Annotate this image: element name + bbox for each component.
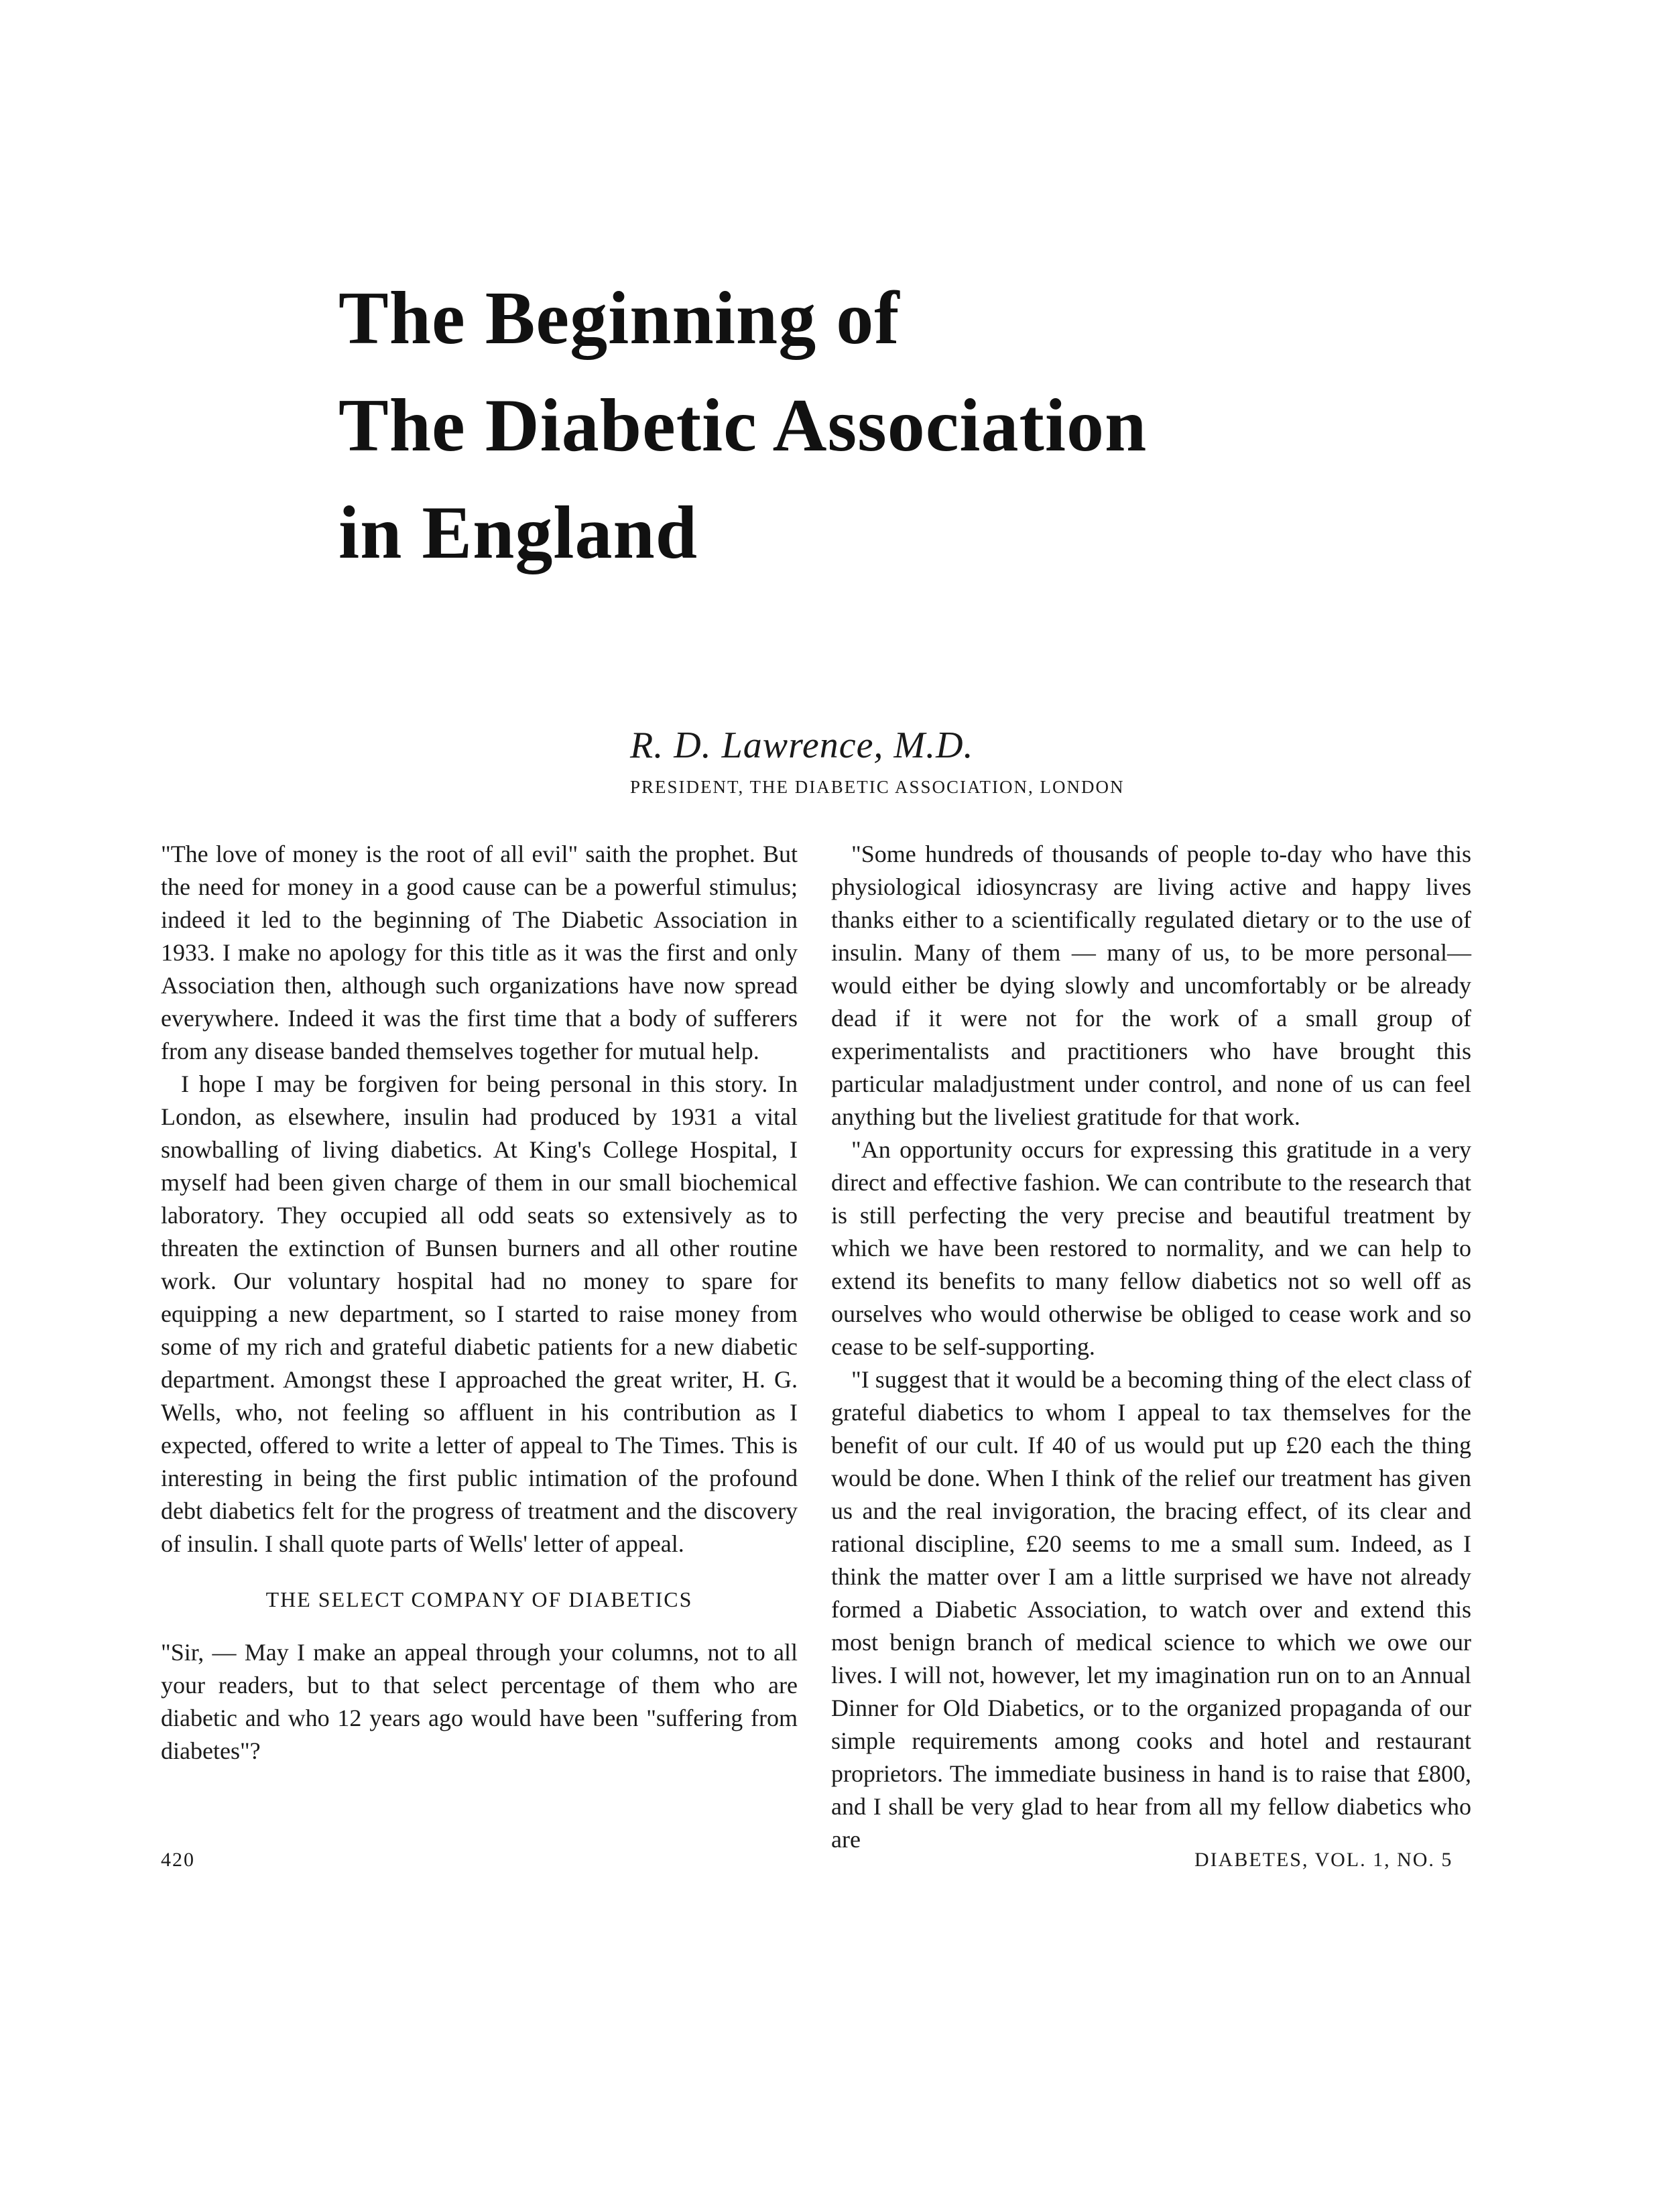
paragraph: I hope I may be forgiven for being personal in this story. In London, as elsewhere, insulin had produced by 1931 a vital snowballing of living diabetics. At King's College Hospital, I myself had been given charge of them in our small biochemical laboratory. They occupied all odd seats so extensively as to threaten the extinction of Bunsen burners and all other routine work. Our voluntary hospital had no money to spare for equipping a new department, so I started to raise money from some of my rich and grateful diabetic patients for a new diabetic department. Amongst these I approached the great writer, H. G. Wells, who, not feeling so affluent in his contribution as I expected, offered to write a letter of appeal to The Times. This is interesting in being the first public intimation of the profound debt diabetics felt for the progress of treatment and the discovery of insulin. I shall quote parts of Wells' letter of appeal. — [161, 1070, 798, 1557]
title-line: The Beginning of — [338, 277, 900, 360]
paragraph: "An opportunity occurs for expressing this gratitude in a very direct and effective fashion. We can contribute to the research that is still perfecting the very precise and beautiful treatment by which we have been restored to normality, and we can help to extend its benefits to many fellow diabetics not so well off as ourselves who would otherwise be obliged to cease work and so cease to be self-supporting. — [831, 1136, 1471, 1360]
byline — [630, 723, 1233, 800]
journal-reference: DIABETES, VOL. 1, NO. 5 — [1194, 1849, 1453, 1871]
section-heading: THE SELECT COMPANY OF DIABETICS — [265, 1587, 693, 1611]
left-column — [161, 838, 798, 1768]
paragraph: "Some hundreds of thousands of people to-day who have this physiological idiosyncrasy are living active and happy lives thanks either to a scientifically regulated dietary or to the use of insulin. Many of them — many of us, to be more personal—would either be dying slowly and uncomfortably or be already dead if it were not for the work of a small group of experimentalists and practitioners who have brought this particular maladjustment under control, and none of us can feel anything but the liveliest gratitude for that work. — [831, 841, 1471, 1130]
article-title — [338, 265, 1147, 587]
title-line: in England — [338, 491, 698, 574]
right-column — [831, 838, 1471, 1856]
page-number: 420 — [161, 1849, 195, 1871]
title-line: The Diabetic Association — [338, 384, 1148, 467]
paragraph: "I suggest that it would be a becoming thing of the elect class of grateful diabetics to whom I appeal to tax themselves for the benefit of our cult. If 40 of us would put up £20 each the thing would be done. When I think of the relief our treatment has given us and the real invigoration, the bracing effect, of its clear and rational discipline, £20 seems to me a small sum. Indeed, as I think the matter over I am a little surprised we have not already formed a Diabetic Association, to watch over and extend this most benign branch of medical science to which we owe our lives. I will not, however, let my imagination run on to an Annual Dinner for Old Diabetics, or to the organized propaganda of our simple requirements among cooks and hotel and restaurant proprietors. The immediate business in hand is to raise that £800, and I shall be very glad to hear from all my fellow diabetics who are — [831, 1366, 1471, 1853]
paragraph: "Sir, — May I make an appeal through your columns, not to all your readers, but to that select percentage of them who are diabetic and who 12 years ago would have been "suffering from diabetes"? — [161, 1639, 798, 1764]
author-name: R. D. Lawrence, M.D. — [630, 725, 974, 766]
paragraph: "The love of money is the root of all evil" saith the prophet. But the need for money in a good cause can be a powerful stimulus; indeed it led to the beginning of The Diabetic Association in 1933. I make no apology for this title as it was the first and only Association then, although such organizations have now spread everywhere. Indeed it was the first time that a body of sufferers from any disease banded themselves together for mutual help. — [161, 841, 798, 1064]
author-affiliation: PRESIDENT, THE DIABETIC ASSOCIATION, LONDON — [630, 777, 1125, 797]
